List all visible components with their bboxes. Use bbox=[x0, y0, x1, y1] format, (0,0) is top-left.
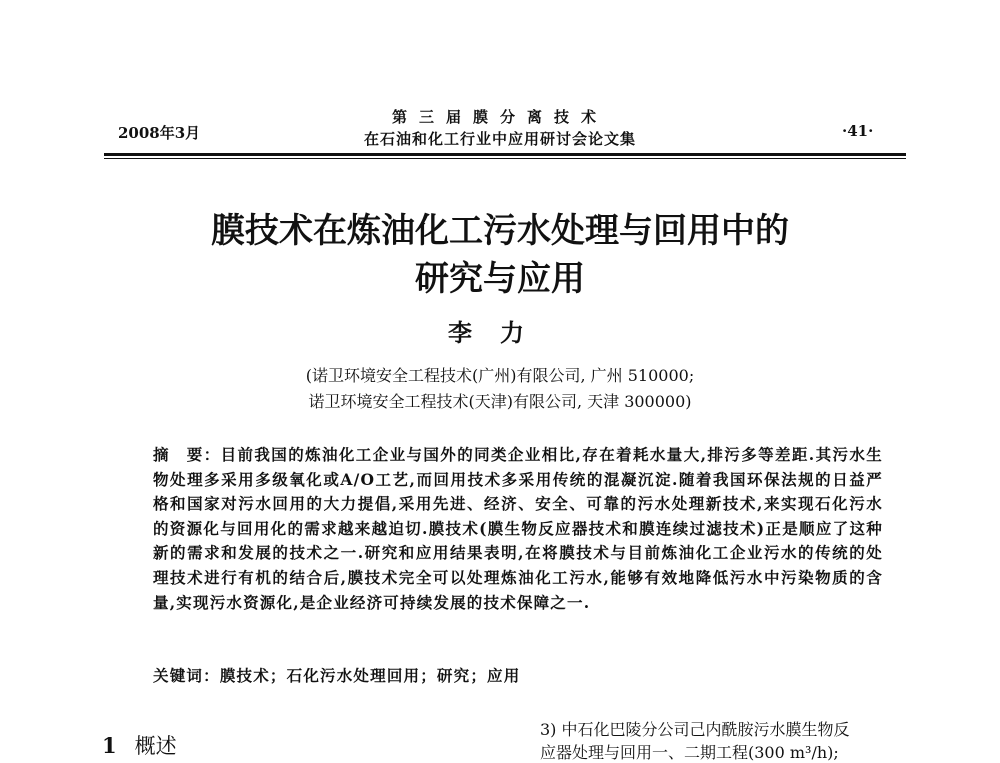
header-rule-thick bbox=[104, 153, 906, 156]
abstract bbox=[153, 443, 883, 615]
right-column-line1: 3) 中石化巴陵分公司己内酰胺污水膜生物反 bbox=[540, 720, 850, 739]
header-proceedings: 在石油和化工行业中应用研讨会论文集 bbox=[363, 130, 636, 148]
affiliation-1: (诺卫环境安全工程技术(广州)有限公司, 广州 510000; bbox=[305, 366, 695, 385]
keywords-text: 膜技术；石化污水处理回用；研究；应用 bbox=[219, 666, 521, 685]
section-heading bbox=[102, 730, 177, 760]
abstract-label: 摘 要： bbox=[153, 445, 221, 464]
header-date: 2008年3月 bbox=[118, 124, 201, 142]
section-number: 1 bbox=[102, 733, 117, 758]
right-column-line2: 应器处理与回用一、二期工程(300 m³/h); bbox=[540, 743, 839, 762]
header-conference: 第三届膜分离技术 bbox=[391, 108, 608, 126]
page-number: ·41· bbox=[842, 122, 874, 140]
section-title: 概述 bbox=[134, 734, 177, 758]
keywords bbox=[153, 664, 883, 686]
paper-title-line2: 研究与应用 bbox=[415, 259, 585, 299]
author: 李力 bbox=[448, 318, 552, 347]
affiliation-2: 诺卫环境安全工程技术(天津)有限公司, 天津 300000) bbox=[308, 392, 692, 411]
paper-title-line1: 膜技术在炼油化工污水处理与回用中的 bbox=[211, 211, 789, 251]
keywords-label: 关键词： bbox=[153, 666, 220, 685]
header-rule-thin bbox=[104, 158, 906, 159]
abstract-text: 目前我国的炼油化工企业与国外的同类企业相比,存在着耗水量大,排污多等差距.其污水生物处理多采用多级氧化或A/O工艺,而回用技术多采用传统的混凝沉淀.随着我国环保法规的日益严格和国家对污水回用的大力提倡,采用先进、经济、安全、可靠的污水处理新技术,来实现石化污水的资源化与回用化的需求越来越迫切.膜技术(膜生物反应器技术和膜连续过滤技术)正是顺应了这种新的需求和发展的技术之一.研究和应用结果表明,在将膜技术与目前炼油化工企业污水的传统的处理技术进行有机的结合后,膜技术完全可以处理炼油化工污水,能够有效地降低污水中污染物质的含量,实现污水资源化,是企业经济可持续发展的技术保障之一. bbox=[153, 445, 883, 612]
